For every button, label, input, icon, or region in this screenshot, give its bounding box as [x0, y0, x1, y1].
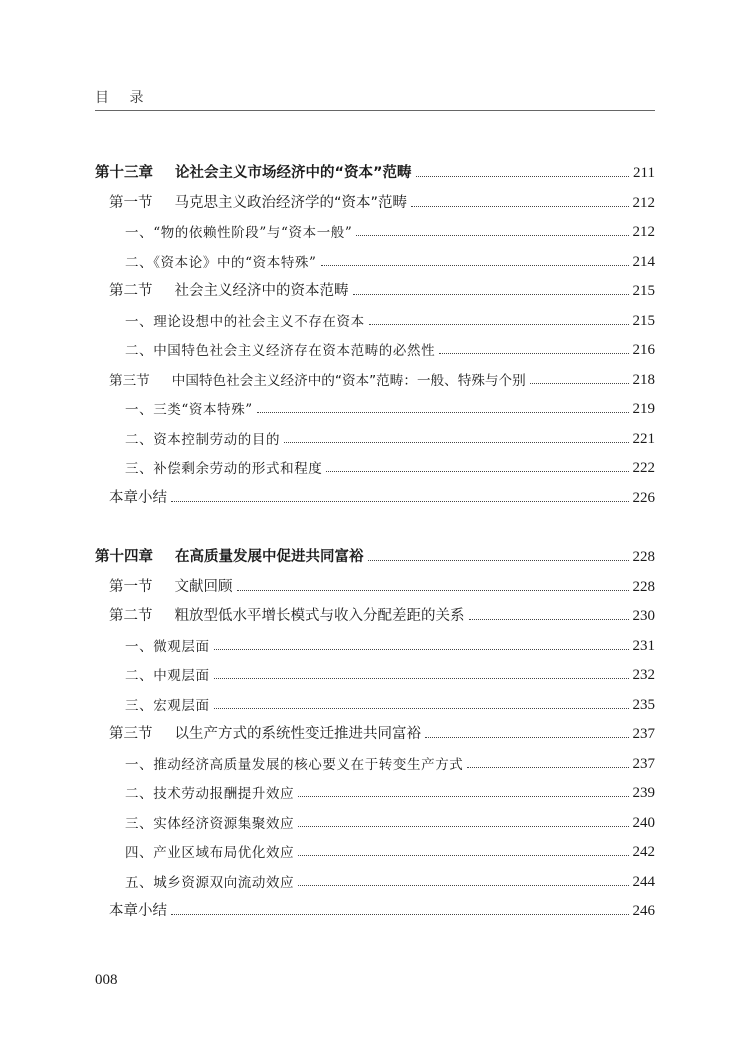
subsection-title: 一、理论设想中的社会主义不存在资本 — [125, 313, 365, 330]
subsection-entry[interactable] — [125, 422, 655, 448]
dot-leader — [467, 767, 628, 768]
subsection-title: 三、宏观层面 — [125, 697, 210, 714]
subsection-title: 一、微观层面 — [125, 638, 210, 655]
section-entry[interactable] — [109, 274, 655, 300]
dot-leader — [326, 471, 628, 472]
chapter-entry[interactable] — [95, 156, 655, 182]
dot-leader — [257, 412, 629, 413]
subsection-title: 三、实体经济资源集聚效应 — [125, 815, 295, 832]
page-number: 215 — [632, 312, 655, 329]
page-number: 237 — [632, 755, 655, 772]
chapter-title: 在高质量发展中促进共同富裕 — [175, 549, 364, 565]
subsection-title: 二、资本控制劳动的目的 — [125, 431, 281, 448]
dot-leader — [214, 649, 629, 650]
running-header: 目 录 — [95, 90, 152, 106]
page-number: 232 — [632, 667, 655, 683]
chapter-number: 第十三章 — [95, 165, 153, 181]
section-title: 文献回顾 — [174, 578, 233, 595]
page-number: 216 — [632, 342, 655, 358]
page-number: 228 — [632, 549, 655, 565]
section-title: 中国特色社会主义经济中的“资本”范畴：一般、特殊与个别 — [171, 372, 526, 389]
subsection-entry[interactable] — [125, 451, 655, 477]
page-number: 228 — [632, 578, 655, 595]
subsection-title: 二、《资本论》中的“资本特殊” — [125, 254, 317, 271]
chapter-summary-entry[interactable] — [109, 481, 655, 507]
section-entry[interactable] — [109, 717, 655, 743]
dot-leader — [214, 708, 629, 709]
summary-title: 本章小结 — [109, 489, 167, 506]
subsection-title: 五、城乡资源双向流动效应 — [125, 874, 295, 891]
section-number: 第二节 — [109, 608, 153, 624]
page-number: 235 — [632, 696, 655, 713]
page-folio: 008 — [95, 972, 118, 988]
page-number: 239 — [632, 785, 655, 801]
subsection-entry[interactable] — [125, 688, 655, 714]
dot-leader — [439, 353, 628, 354]
dot-leader — [298, 855, 628, 856]
page-number: 230 — [632, 608, 655, 624]
page-number: 231 — [632, 637, 655, 654]
dot-leader — [171, 914, 629, 915]
dot-leader — [353, 294, 629, 295]
subsection-title: 三、补偿剩余劳动的形式和程度 — [125, 461, 323, 477]
chapter-title: 论社会主义市场经济中的“资本”范畴 — [175, 165, 412, 181]
section-entry[interactable] — [109, 570, 655, 596]
chapter-entry[interactable] — [95, 540, 655, 566]
dot-leader — [214, 678, 629, 679]
page-number: 211 — [633, 165, 655, 181]
dot-leader — [298, 796, 628, 797]
page-number: 244 — [632, 873, 655, 890]
dot-leader — [298, 826, 628, 827]
page-number: 242 — [632, 844, 655, 860]
chapter-summary-entry[interactable] — [109, 894, 655, 920]
page-number: 237 — [632, 726, 655, 742]
page-number: 221 — [632, 430, 655, 447]
section-title: 以生产方式的系统性变迁推进共同富裕 — [174, 726, 421, 742]
dot-leader — [368, 560, 629, 561]
dot-leader — [237, 590, 629, 591]
page-number: 222 — [632, 460, 655, 476]
dot-leader — [284, 442, 628, 443]
summary-title: 本章小结 — [109, 903, 167, 919]
section-title: 马克思主义政治经济学的“资本”范畴 — [174, 194, 408, 211]
subsection-entry[interactable] — [125, 806, 655, 832]
page-number: 246 — [632, 903, 655, 919]
section-number: 第一节 — [109, 194, 153, 211]
page-number: 219 — [632, 401, 655, 417]
dot-leader — [425, 737, 629, 738]
page-number: 218 — [632, 371, 655, 388]
section-number: 第一节 — [109, 578, 153, 595]
page-number: 214 — [632, 253, 655, 270]
section-entry[interactable] — [109, 186, 655, 212]
subsection-entry[interactable] — [125, 776, 655, 802]
section-entry[interactable] — [109, 599, 655, 625]
page-number: 226 — [632, 489, 655, 506]
subsection-entry[interactable] — [125, 245, 655, 271]
subsection-title: 一、推动经济高质量发展的核心要义在于转变生产方式 — [125, 756, 464, 773]
dot-leader — [416, 176, 629, 177]
subsection-title: 二、技术劳动报酬提升效应 — [125, 786, 295, 802]
chapter-number: 第十四章 — [95, 549, 153, 565]
page-number: 240 — [632, 814, 655, 831]
subsection-entry[interactable] — [125, 865, 655, 891]
subsection-title: 一、“物的依赖性阶段”与“资本一般” — [125, 225, 353, 241]
subsection-title: 二、中观层面 — [125, 668, 210, 684]
subsection-entry[interactable] — [125, 747, 655, 773]
header-rule — [95, 110, 655, 111]
subsection-entry[interactable] — [125, 835, 655, 861]
section-number: 第三节 — [109, 372, 150, 389]
subsection-title: 一、三类“资本特殊” — [125, 402, 253, 418]
section-title: 社会主义经济中的资本范畴 — [174, 283, 349, 299]
dot-leader — [411, 206, 628, 207]
section-number: 第三节 — [109, 726, 153, 742]
subsection-entry[interactable] — [125, 215, 655, 241]
dot-leader — [356, 235, 628, 236]
subsection-entry[interactable] — [125, 658, 655, 684]
dot-leader — [369, 324, 629, 325]
section-entry[interactable] — [109, 363, 655, 389]
page-number: 212 — [632, 224, 655, 240]
dot-leader — [321, 265, 629, 266]
subsection-title: 二、中国特色社会主义经济存在资本范畴的必然性 — [125, 343, 436, 359]
page-number: 212 — [632, 194, 655, 211]
subsection-entry[interactable] — [125, 392, 655, 418]
section-number: 第二节 — [109, 283, 153, 299]
subsection-entry[interactable] — [125, 333, 655, 359]
section-title: 粗放型低水平增长模式与收入分配差距的关系 — [174, 608, 465, 624]
dot-leader — [298, 885, 628, 886]
subsection-entry[interactable] — [125, 629, 655, 655]
dot-leader — [171, 501, 629, 502]
subsection-title: 四、产业区域布局优化效应 — [125, 845, 295, 861]
subsection-entry[interactable] — [125, 304, 655, 330]
dot-leader — [530, 383, 629, 384]
page-number: 215 — [632, 283, 655, 299]
dot-leader — [469, 619, 629, 620]
